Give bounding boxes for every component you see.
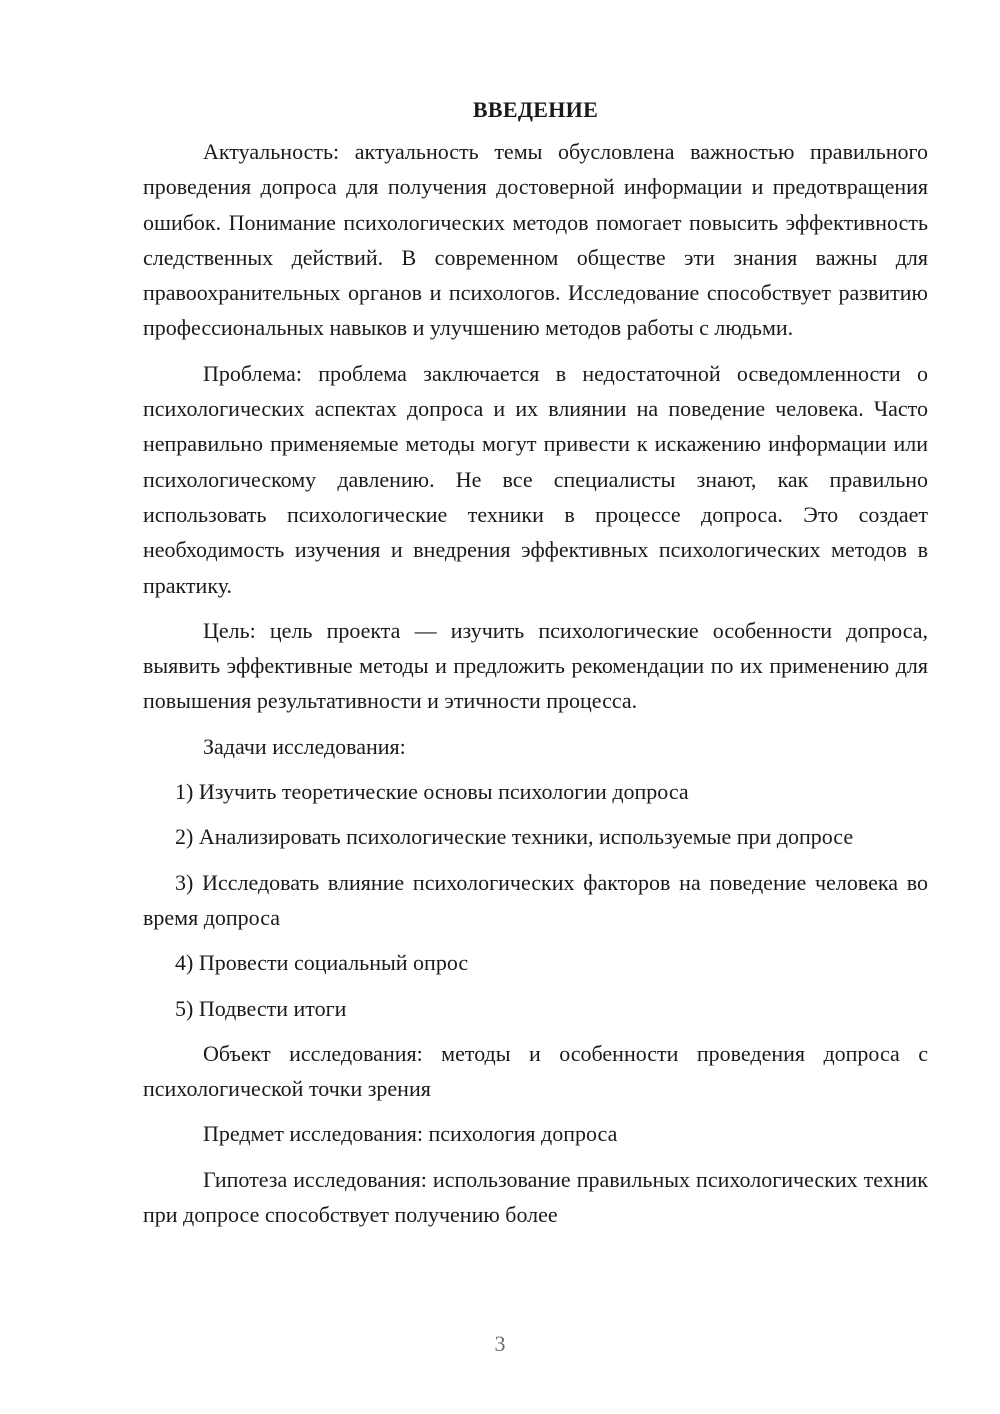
- paragraph-tasks-heading: Задачи исследования:: [203, 733, 406, 759]
- paragraph-subject: Предмет исследования: психология допроса: [203, 1121, 618, 1147]
- list-item: 3) Исследовать влияние психологических факторов на поведение человека во время допроса: [143, 869, 928, 930]
- list-item: 4) Провести социальный опрос: [175, 950, 469, 976]
- paragraph-object: Объект исследования: методы и особенности проведения допроса с психологической точки зрения: [143, 1040, 928, 1102]
- paragraph-hypothesis: Гипотеза исследования: использование правильных психологических техник при допросе способствует получению более: [143, 1166, 928, 1228]
- document-page: [143, 92, 928, 1242]
- list-item: 1) Изучить теоретические основы психологии допроса: [175, 779, 689, 805]
- paragraph-problem: Проблема: проблема заключается в недостаточной осведомленности о психологических аспектах допроса и их влиянии на поведение человека. Часто неправильно применяемые методы могут привести к искажению информации или психологическому давлению. Не все специалисты знают, как правильно использовать психологические техники в процессе допроса. Это создает необходимость изучения и внедрения эффективных психологических методов в практику.: [143, 360, 928, 598]
- page-title: ВВЕДЕНИЕ: [472, 97, 599, 122]
- paragraph-goal: Цель: цель проекта — изучить психологические особенности допроса, выявить эффективные методы и предложить рекомендации по их применению для повышения результативности и этичности процесса.: [143, 617, 928, 714]
- list-item: 5) Подвести итоги: [175, 995, 347, 1021]
- page-number: 3: [494, 1331, 506, 1356]
- list-item: 2) Анализировать психологические техники, используемые при допросе: [175, 824, 854, 850]
- paragraph-relevance: Актуальность: актуальность темы обусловлена важностью правильного проведения допроса для получения достоверной информации и предотвращения ошибок. Понимание психологических методов помогает повысить эффективность следственных действий. В современном обществе эти знания важны для правоохранительных органов и психологов. Исследование способствует развитию профессиональных навыков и улучшению методов работы с людьми.: [143, 139, 928, 341]
